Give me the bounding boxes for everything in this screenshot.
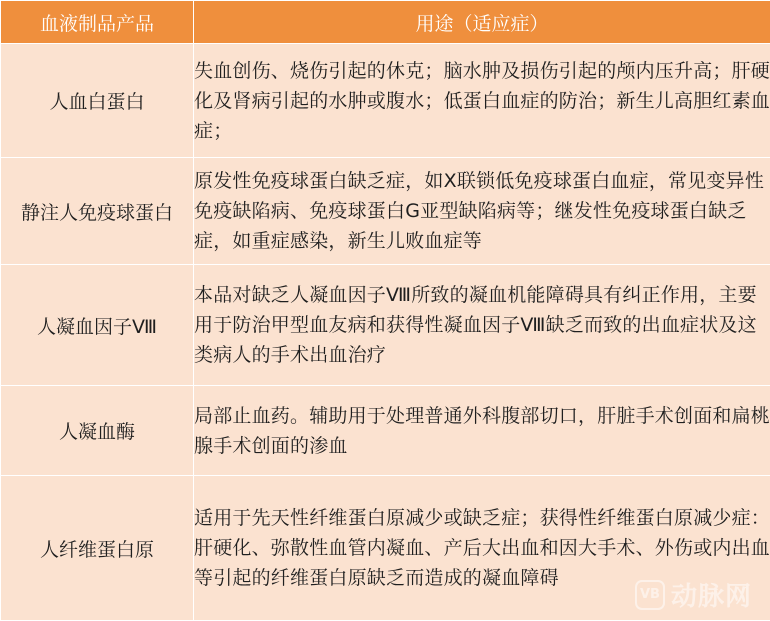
table-header-row (1, 1, 770, 44)
vb-logo-icon: VB (635, 580, 665, 610)
usage-cell: 原发性免疫球蛋白缺乏症，如X联锁低免疫球蛋白血症，常见变异性免疫缺陷病、免疫球蛋白G亚型缺陷病等；继发性免疫球蛋白缺乏症，如重症感染，新生儿败血症等 (194, 158, 770, 265)
header-usage: 用途（适应症） (194, 1, 770, 44)
table-row (1, 386, 770, 476)
product-cell: 人血白蛋白 (1, 44, 194, 158)
table-row (1, 265, 770, 386)
product-cell: 人纤维蛋白原 (1, 476, 194, 621)
product-cell: 人凝血酶 (1, 386, 194, 476)
header-product: 血液制品产品 (1, 1, 194, 44)
watermark-text: 动脉网 (670, 582, 752, 612)
product-cell: 人凝血因子Ⅷ (1, 265, 194, 386)
usage-cell: 失血创伤、烧伤引起的休克；脑水肿及损伤引起的颅内压升高；肝硬化及肾病引起的水肿或腹水；低蛋白血症的防治；新生儿高胆红素血症； (194, 44, 770, 158)
usage-cell: 本品对缺乏人凝血因子Ⅷ所致的凝血机能障碍具有纠正作用，主要用于防治甲型血友病和获得性凝血因子Ⅷ缺乏而致的出血症状及这类病人的手术出血治疗 (194, 265, 770, 386)
usage-cell: 局部止血药。辅助用于处理普通外科腹部切口，肝脏手术创面和扁桃腺手术创面的渗血 (194, 386, 770, 476)
watermark (635, 576, 752, 613)
table-row (1, 44, 770, 158)
usage-cell: 适用于先天性纤维蛋白原减少或缺乏症；获得性纤维蛋白原减少症：肝硬化、弥散性血管内凝血、产后大出血和因大手术、外伤或内出血等引起的纤维蛋白原缺乏而造成的凝血障碍 (194, 476, 770, 621)
product-cell: 静注人免疫球蛋白 (1, 158, 194, 265)
table-row (1, 158, 770, 265)
